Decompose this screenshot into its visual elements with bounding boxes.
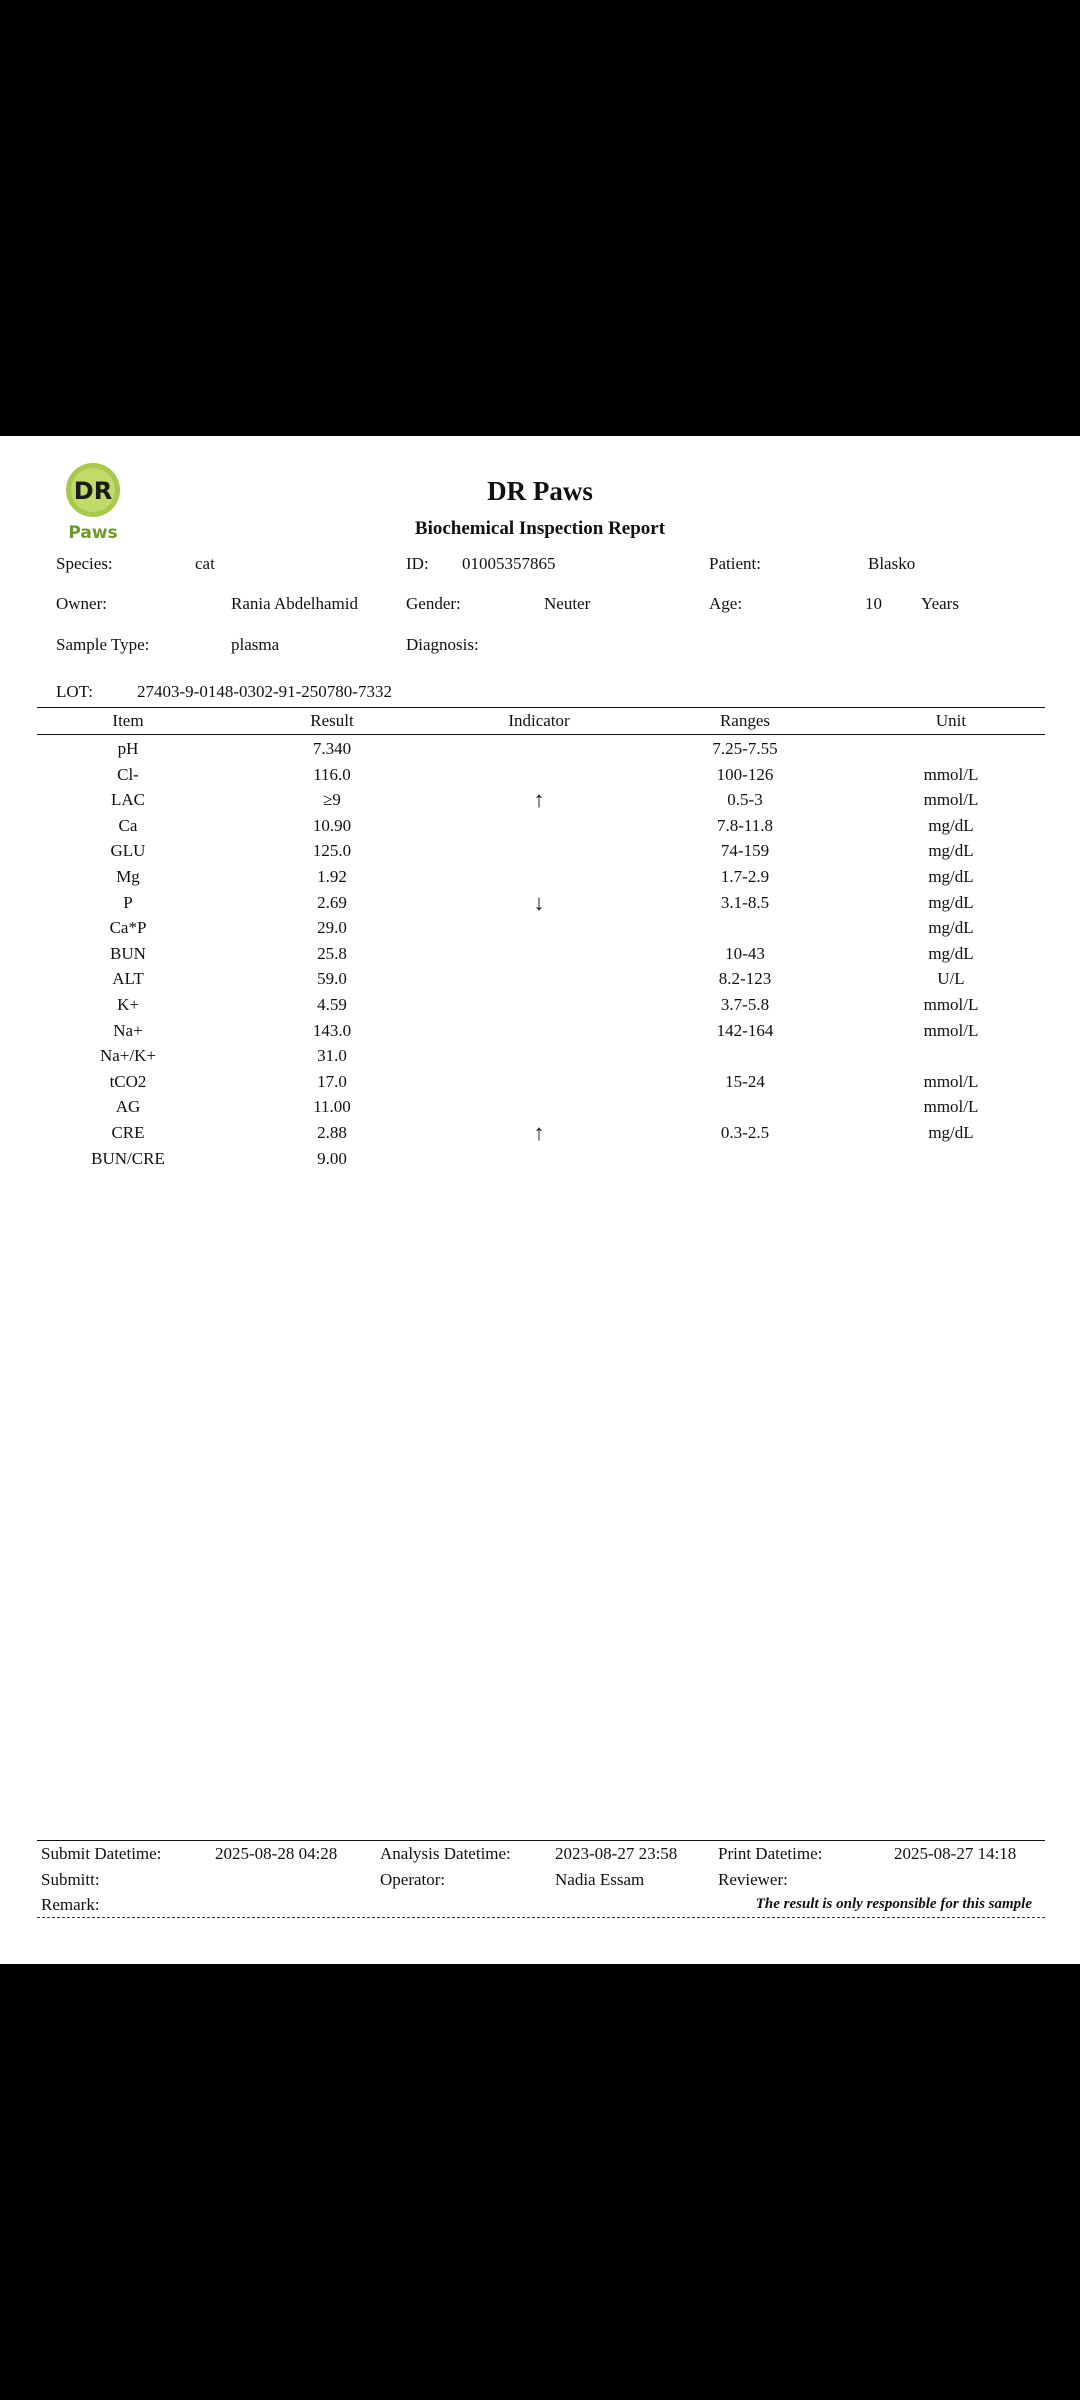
cell-item: ALT (112, 969, 144, 989)
cell-unit: mmol/L (923, 995, 979, 1014)
table-row (37, 763, 1045, 787)
cell-unit: mg/dL (928, 815, 974, 835)
submit-datetime-label: Submit Datetime: (41, 1844, 162, 1863)
cell-item: Ca*P (109, 918, 147, 938)
cell-result: 2.88 (317, 1123, 347, 1142)
submit-datetime-value: 2025-08-28 04:28 (215, 1844, 338, 1863)
analysis-datetime-value: 2023-08-27 23:58 (555, 1844, 678, 1863)
diagnosis-label: Diagnosis: (406, 635, 479, 654)
analysis-datetime-label: Analysis Datetime: (380, 1844, 511, 1863)
cell-result: 7.340 (312, 739, 352, 758)
age-label: Age: (709, 594, 743, 613)
cell-result: 116.0 (313, 764, 351, 784)
header-indicator: Indicator (508, 711, 570, 730)
cell-item: CRE (111, 1123, 145, 1142)
age-value: 10 (865, 594, 882, 613)
cell-result: 11.00 (313, 1097, 351, 1117)
table-row (37, 1070, 1045, 1094)
logo-wordmark: Paws (68, 523, 118, 542)
table-row (37, 865, 1045, 889)
cell-item: P (123, 892, 133, 912)
print-datetime-label: Print Datetime: (718, 1844, 823, 1863)
species-label: Species: (56, 554, 113, 573)
cell-range: 0.5-3 (727, 790, 763, 810)
cell-range: 100-126 (716, 764, 774, 784)
patient-label: Patient: (709, 554, 761, 573)
disclaimer-note: The result is only responsible for this sample (755, 1896, 1032, 1912)
table-row (37, 1019, 1045, 1043)
cell-unit: mg/dL (928, 918, 974, 938)
cell-range: 1.7-2.9 (720, 867, 770, 886)
cell-item: tCO2 (109, 1071, 147, 1091)
cell-item: K+ (117, 995, 139, 1014)
gender-value: Neuter (544, 594, 591, 613)
table-header-rule (37, 734, 1045, 735)
id-label: ID: (406, 554, 429, 573)
footer-dashed-rule (37, 1917, 1045, 1918)
cell-unit: mmol/L (923, 1071, 979, 1091)
cell-indicator: ↓ (533, 889, 545, 915)
cell-range: 7.8-11.8 (716, 815, 774, 835)
remark-label: Remark: (41, 1895, 100, 1914)
cell-unit: mg/dL (928, 1123, 974, 1142)
owner-value: Rania Abdelhamid (231, 594, 359, 613)
sample-type-value: plasma (231, 635, 280, 654)
cell-item: Cl- (117, 764, 139, 784)
table-row (37, 1147, 1045, 1171)
cell-item: Na+/K+ (100, 1046, 156, 1066)
cell-unit: mmol/L (923, 1097, 979, 1117)
cell-result: 4.59 (317, 995, 347, 1014)
cell-result: 143.0 (312, 1020, 352, 1040)
cell-item: LAC (111, 790, 145, 810)
header-result: Result (310, 711, 354, 730)
cell-result: 17.0 (317, 1071, 347, 1091)
cell-result: 31.0 (317, 1046, 347, 1066)
cell-result: 25.8 (317, 943, 347, 963)
cell-range: 0.3-2.5 (720, 1123, 770, 1142)
cell-result: 59.0 (317, 969, 347, 989)
cell-item: pH (117, 739, 139, 758)
cell-unit: mmol/L (923, 764, 979, 784)
cell-result: ≥9 (323, 790, 341, 810)
table-row (37, 916, 1045, 940)
patient-value: Blasko (868, 554, 916, 573)
cell-unit: U/L (937, 969, 965, 989)
lot-value: 27403-9-0148-0302-91-250780-7332 (137, 682, 392, 701)
table-row (37, 814, 1045, 838)
table-row (37, 737, 1045, 761)
logo-monogram: DR (73, 477, 113, 505)
cell-result: 10.90 (312, 815, 352, 835)
cell-indicator: ↑ (533, 787, 545, 813)
clinic-name: DR Paws (487, 476, 593, 506)
table-row (37, 967, 1045, 991)
print-datetime-value: 2025-08-27 14:18 (894, 1844, 1017, 1863)
cell-item: Na+ (113, 1020, 143, 1040)
table-row (37, 839, 1045, 863)
table-row (37, 1044, 1045, 1068)
cell-item: AG (115, 1097, 141, 1117)
header-unit: Unit (935, 711, 967, 730)
cell-range: 3.7-5.8 (720, 995, 770, 1014)
sample-type-label: Sample Type: (56, 635, 150, 654)
cell-indicator: ↑ (533, 1120, 545, 1145)
table-row (37, 1121, 1045, 1145)
cell-unit: mg/dL (928, 892, 974, 912)
cell-unit: mg/dL (928, 841, 974, 861)
submitter-label: Submitt: (41, 1870, 100, 1889)
cell-item: BUN (110, 943, 146, 963)
table-row (37, 891, 1045, 915)
cell-result: 1.92 (317, 867, 347, 886)
lot-label: LOT: (56, 682, 93, 701)
table-row (37, 1095, 1045, 1119)
cell-result: 125.0 (312, 841, 352, 861)
cell-item: GLU (110, 841, 146, 861)
cell-unit: mmol/L (923, 1020, 979, 1040)
table-top-rule (37, 707, 1045, 708)
cell-range: 10-43 (725, 943, 765, 963)
report-title: Biochemical Inspection Report (414, 518, 666, 539)
species-value: cat (195, 554, 215, 573)
id-value: 01005357865 (462, 554, 556, 573)
cell-result: 29.0 (317, 918, 347, 938)
cell-item: Mg (116, 867, 140, 886)
cell-range: 7.25-7.55 (712, 739, 778, 758)
cell-unit: mmol/L (923, 790, 979, 810)
operator-value: Nadia Essam (555, 1870, 645, 1889)
cell-range: 8.2-123 (718, 969, 772, 989)
table-row (37, 942, 1045, 966)
table-header (37, 709, 1045, 733)
cell-item: Ca (118, 815, 138, 835)
header-item: Item (112, 711, 144, 730)
cell-result: 2.69 (317, 892, 347, 912)
gender-label: Gender: (406, 594, 461, 613)
cell-unit: mg/dL (928, 943, 974, 963)
report-page (0, 436, 1080, 1964)
cell-range: 3.1-8.5 (720, 892, 770, 912)
cell-result: 9.00 (317, 1148, 347, 1168)
cell-item: BUN/CRE (91, 1148, 165, 1168)
operator-label: Operator: (380, 1870, 446, 1889)
cell-range: 15-24 (725, 1071, 765, 1091)
age-unit: Years (921, 594, 959, 613)
cell-range: 142-164 (716, 1020, 774, 1040)
table-row (37, 788, 1045, 812)
cell-range: 74-159 (720, 841, 770, 861)
table-row (37, 993, 1045, 1017)
header-ranges: Ranges (719, 711, 771, 730)
cell-unit: mg/dL (928, 867, 974, 886)
footer-rule (37, 1840, 1045, 1841)
owner-label: Owner: (56, 594, 107, 613)
reviewer-label: Reviewer: (718, 1870, 788, 1889)
